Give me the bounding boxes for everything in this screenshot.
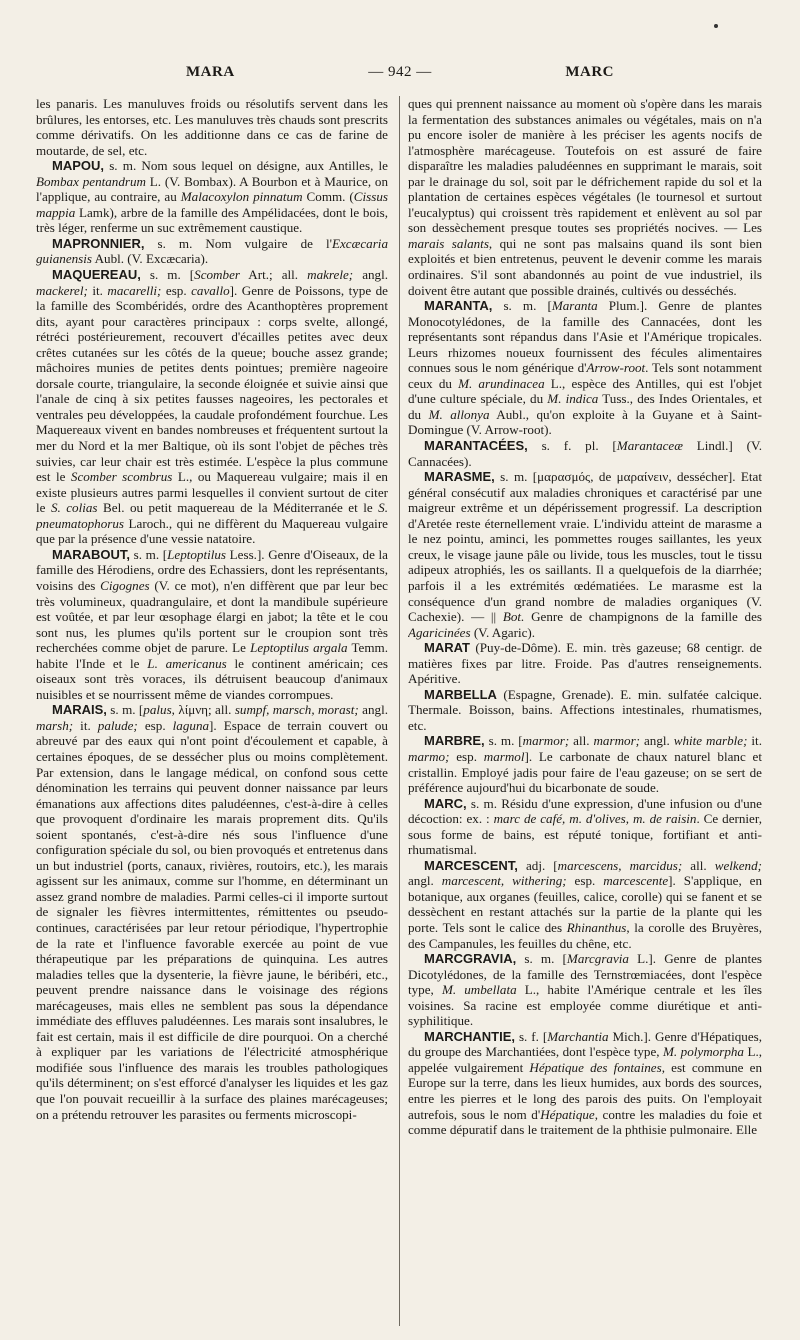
- entry-text: L., espèce des Antilles, qui est l'objet d'une culture spéciale, du: [408, 375, 762, 407]
- entry-text: all.: [569, 733, 594, 749]
- italic-term: Bombax pentandrum: [36, 173, 146, 189]
- italic-term: Marchantia: [547, 1028, 609, 1044]
- italic-term: S. pneumatophorus: [36, 500, 388, 531]
- dictionary-entry: [36, 158, 388, 236]
- entry-headword: MARC,: [424, 795, 467, 811]
- entry-text: ques qui prennent naissance au moment où s'opère dans les marais la fermentation des substances animales ou végétales, mais on n'a pu encore isoler de manière à les préciser les agents nocifs de l'atmosphère marécageuse. Toutefois on est assuré de faire disparaître les maladies paludéennes en supprimant le marais, soit par le drainage du sol, soit par le défrichement rapide du sol et la plantation de certaines espèces végétales (le tournesol et surtout l'eucalyptus) qui croissent très rapidement et enlèvent au sol par son dessèchement presque toutes ses propriétés nocives. — Les: [408, 96, 762, 236]
- entry-headword: MARAIS,: [52, 702, 107, 718]
- entry-text: s. m. Nom vulgaire de l': [144, 235, 332, 251]
- entry-text: s. m. [μαρασμός, de μαραίνειν, dessécher]. Etat général consécutif aux maladies chroniques et caractérisé par une maigreur extrême et un dépérissement progressif. La description d'Aretée reste éternellement vraie. L'individu atteint de marasme a le nez pointu, aminci, les pommettes rouges saillantes, les yeux creux, le visage jaune pâle ou livide, tous les muscles, tout le tissu adipeux atrophiés, les os saillants. Il a quelquefois de la diarrhée; parfois il a les extrémités œdématiées. Le marasme est la conséquence d'un grand nombre de maladies organiques (V. Cachexie). — ||: [408, 469, 762, 625]
- entry-text: s. m. [: [130, 546, 168, 562]
- entry-headword: MARASME,: [424, 469, 495, 485]
- italic-term: palude;: [97, 717, 138, 733]
- dictionary-entry: [408, 858, 762, 951]
- entry-headword: MARABOUT,: [52, 546, 130, 562]
- entry-text: s. m. [: [106, 702, 144, 718]
- entry-text: les panaris. Les manuluves froids ou résolutifs servent dans les brûlures, les entorses, etc. Les manuluves très chauds sont prescrits comme dérivatifs. On les additionne dans ce cas de farine de moutarde, de sel, etc.: [36, 96, 388, 158]
- italic-term: marcescente: [603, 873, 669, 889]
- entry-text: Genre de champignons de la famille des: [524, 609, 762, 625]
- dictionary-entry: [408, 951, 762, 1029]
- entry-text: (V. ce mot), n'en diffèrent que par leur bec très volumineux, quadrangulaire, et dont la mandibule supérieure est voûtée, et par leur œsophage élargi en jabot; la tête et le cou sont nus, les plumes qu'ils portent sur le croupion sont très recherchées comme objet de parure. Le: [36, 577, 388, 656]
- italic-term: Leptoptilus: [167, 546, 227, 562]
- entry-headword: MARAT: [424, 640, 470, 656]
- italic-term: Leptoptilus argala: [250, 640, 348, 656]
- entry-headword: MARBELLA: [424, 686, 497, 702]
- entry-text: L.]. Genre de plantes Dicotylédones, de la famille des Ternstrœmiacées, dont l'espèce type,: [408, 951, 762, 998]
- entry-text: le continent américain; ces oiseaux sont très voraces, ils détruisent beaucoup d'animaux nuisibles et se nourrissent même de viandes corrompues.: [36, 655, 388, 702]
- dictionary-entry: [36, 267, 388, 547]
- italic-term: marmol: [483, 748, 525, 764]
- entry-text: ]. S'applique, en botanique, aux organes (feuilles, calice, corolle) qui se fanent et se dessèchent en restant attachés sur la partie de la plante qui les porte. Tels sont le calice des: [408, 873, 762, 935]
- italic-term: marmor;: [593, 733, 641, 749]
- dictionary-entry: [36, 547, 388, 702]
- italic-term: welkend;: [714, 857, 762, 873]
- entry-text: ]. Genre de Poissons, type de la famille des Scombéridés, ordre des Acanthoptères proprement dits, ayant pour caractères principaux : corps svelte, allongé, rétréci postérieurement, recouvert d'écailles petites avec deux crêtes cutanées sur les côtés de la queue; bouche assez grande; mâchoires munies de petites dents pointues; première nageoire dorsale courte, triangulaire, la seconde éloignée et suivie ainsi que l'anale de cinq à six petites fausses nageoires, les pectorales et ventrales peu développées, la caudale profondément fourchue. Les Maquereaux vivent en bandes nombreuses et fréquentent surtout la mer du Nord et la mer Baltique, où ils sont l'objet de pêches très suivies, car leur chair est très estimée. L'espèce la plus commune est le: [36, 282, 388, 485]
- italic-term: Excæcaria guianensis: [36, 235, 388, 267]
- italic-term: Scomber scombrus: [70, 469, 173, 485]
- italic-term: M. umbellata: [441, 982, 517, 998]
- entry-text: esp.: [161, 282, 192, 298]
- dictionary-entry: [408, 733, 762, 795]
- column-divider: [399, 96, 400, 1326]
- entry-headword: MAPRONNIER,: [52, 235, 145, 251]
- italic-term: macarelli;: [107, 282, 162, 298]
- entry-text: Tuss., des Indes Orientales, et du: [408, 391, 762, 422]
- dictionary-entry: [408, 298, 762, 438]
- continued-paragraph: [408, 96, 762, 298]
- italic-term: cavallo: [191, 282, 230, 298]
- italic-term: laguna: [172, 717, 210, 733]
- entry-text: s. f. [: [515, 1028, 548, 1044]
- entry-headword: MARBRE,: [424, 733, 485, 749]
- entry-text: (Espagne, Grenade). E. min. sulfatée calcique. Thermale. Boisson, bains. Affections intestinales, rhumatismes, etc.: [408, 686, 762, 733]
- entry-text: Laroch., qui ne diffèrent du Maquereau vulgaire que par la présence d'une vessie natatoire.: [36, 515, 388, 547]
- italic-term: Cigognes: [100, 577, 150, 593]
- entry-text: s. m. Résidu d'une expression, d'une infusion ou d'une décoction: ex. :: [408, 795, 762, 827]
- entry-text: esp.: [566, 873, 604, 889]
- italic-term: Agaricinées: [408, 624, 471, 640]
- entry-text: adj. [: [517, 857, 558, 873]
- italic-term: M. indica: [547, 391, 599, 407]
- entry-text: Comm. (: [302, 189, 354, 205]
- italic-term: M. arundinacea: [458, 375, 545, 391]
- entry-text: all.: [682, 857, 715, 873]
- entry-text: angl.: [408, 873, 442, 889]
- entry-text: , qui ne sont pas malsains quand ils sont bien exploités et bien entretenus, peuvent le devenir comme les marais ordinaires. S'il sont abandonnés au point de vue industriel, ils doivent être autant que possible drainés, cultivés ou desséchés.: [408, 235, 762, 298]
- entry-text: s. m. [: [492, 298, 552, 314]
- entry-text: s. m. [: [516, 951, 567, 967]
- italic-term: Maranta: [551, 298, 598, 314]
- italic-term: Rhinanthus: [566, 919, 627, 935]
- italic-term: Hépatique: [540, 1106, 595, 1122]
- entry-text: s. m. [: [484, 733, 523, 749]
- italic-term: Bot.: [502, 609, 525, 625]
- dictionary-entry: [408, 687, 762, 734]
- dictionary-entry: [36, 236, 388, 267]
- italic-term: Cissus mappia: [36, 189, 388, 220]
- italic-term: marmo;: [408, 748, 450, 764]
- italic-term: palus: [143, 702, 172, 718]
- italic-term: Marantaceæ: [616, 438, 683, 454]
- dictionary-entry: [408, 1029, 762, 1138]
- italic-term: sumpf, marsch, morast;: [234, 702, 359, 718]
- italic-term: M. allonya: [428, 406, 490, 422]
- ink-speck: [714, 24, 718, 28]
- entry-text: angl.: [640, 733, 674, 749]
- entry-text: Temm. habite l'Inde et le: [36, 640, 388, 671]
- dictionary-entry: [408, 796, 762, 858]
- italic-term: Marcgravia: [566, 951, 629, 967]
- entry-headword: MARCHANTIE,: [424, 1028, 515, 1044]
- entry-text: it.: [747, 733, 762, 749]
- entry-text: angl.: [353, 267, 388, 283]
- italic-term: marsh;: [36, 717, 74, 733]
- italic-term: Hépatique des fontaines: [529, 1059, 662, 1075]
- entry-text: , λίμνη; all.: [171, 702, 235, 718]
- entry-text: , contre les maladies du foie et comme dépuratif dans le traitement de la phthisie pulmonaire. Elle: [408, 1106, 762, 1138]
- italic-term: Scomber: [194, 267, 240, 283]
- entry-text: . Tels sont notamment ceux du: [408, 360, 762, 391]
- entry-headword: MAPOU,: [52, 158, 104, 174]
- entry-text: it.: [87, 282, 108, 298]
- entry-text: L., ou Maquereau vulgaire; mais il en existe plusieurs autres parmi lesquelles il convient surtout de citer le: [36, 469, 388, 516]
- italic-term: marcescent, withering;: [441, 873, 567, 889]
- italic-term: makrele;: [307, 267, 354, 283]
- entry-text: L., appelée vulgairement: [408, 1044, 762, 1075]
- entry-text: s. f. pl. [: [527, 438, 617, 454]
- running-header: [36, 64, 764, 86]
- entry-text: s. m. Nom sous lequel on désigne, aux Antilles, le: [104, 158, 388, 174]
- entry-text: esp.: [137, 717, 173, 733]
- entry-text: (Puy-de-Dôme). E. min. très gazeuse; 68 centigr. de matières fixes par litre. Froide. Pas d'autres renseignements. Apéritive.: [408, 640, 762, 687]
- entry-text: ]. Espace de terrain couvert ou abreuvé par des eaux qui n'ont point d'écoulement et capable, à certaines époques, de se dessécher plus ou moins complètement. Par extension, dans le langage médical, on confond sous cette dénomination les terrains qui peuvent donner naissance par leurs émanations aux affections dites paludéennes, c'est-à-dire à celles que provoquent d'ordinaire les marais proprement dits. Qu'ils soient spontanés, c'est-à-dire nés sous l'influence d'une configuration spéciale du sol, ou bien provoqués et entretenus dans un but industriel (ports, canaux, rivières, routoirs, etc.), les marais agissent sur les animaux, comme sur l'homme, en déterminant un assez grand nombre de maladies. Parmi celles-ci il importe surtout de signaler les fièvres intermittentes, rémittentes ou pseudo-continues, caractérisées par leur retour périodique, l'hypertrophie de la rate et l'influence favorable exercée au point de vue thérapeutique par les préparations de quinquina. Les autres maladies telles que la dysenterie, la fièvre jaune, le béribéri, etc., peuvent prendre naissance dans le voisinage des régions marécageuses, mais elles ne semblent pas sous la dépendance immédiate des effluves paludéennes. Les marais sont insalubres, le fait est certain, mais il est difficile de dire pourquoi. On a cherché à expliquer par les variations de l'électricité atmosphérique modifiée sous l'influence des marais les troubles pathologiques qu'ils déterminent; on s'est efforcé d'analyser les liquides et les gaz que l'on pouvait recueillir à la surface des plaines marécageuses; on a prétendu retrouver les parasites ou ferments microscopi-: [36, 717, 388, 1122]
- entry-text: angl.: [358, 702, 388, 718]
- italic-term: marais salants: [408, 235, 489, 251]
- header-right-guide-word: MARC: [565, 64, 614, 80]
- entry-text: s. m. [: [140, 267, 195, 283]
- dictionary-entry: [408, 640, 762, 687]
- entry-text: Lamk), arbre de la famille des Ampélidacées, dont le bois, très léger, renferme un suc extrêmement caustique.: [36, 204, 388, 236]
- entry-text: Mich.]. Genre d'Hépatiques, du groupe des Marchantiées, dont l'espèce type,: [408, 1028, 762, 1060]
- entry-text: ]. Le carbonate de chaux naturel blanc et cristallin. Employé jadis pour faire de l'eau gazeuse; on se sert de préférence aujourd'hui du bicarbonate de soude.: [408, 748, 762, 796]
- entry-text: esp.: [449, 748, 484, 764]
- italic-term: marc de café, m. d'olives, m. de raisin: [493, 811, 697, 827]
- entry-headword: MARCESCENT,: [424, 857, 518, 873]
- entry-text: , est commune en Europe sur la terre, dans les lieux humides, aux bords des sources, entre les pierres et le long des parois des puits. On l'employait autrefois, sous le nom d': [408, 1059, 762, 1122]
- italic-term: Arrow-root: [586, 360, 646, 376]
- dictionary-entry: [36, 702, 388, 1122]
- entry-text: Aubl., qu'on exploite à la Guyane et à Saint-Domingue (V. Arrow-root).: [408, 406, 762, 438]
- continued-paragraph: [36, 96, 388, 158]
- italic-term: S. colias: [50, 500, 98, 516]
- entry-text: Aubl. (V. Excæcaria).: [92, 251, 209, 267]
- italic-term: mackerel;: [36, 282, 88, 298]
- entry-headword: MARANTACÉES,: [424, 438, 528, 454]
- entry-text: L. (V. Bombax). A Bourbon et à Maurice, on l'applique, au contraire, au: [36, 173, 388, 205]
- entry-text: Less.]. Genre d'Oiseaux, de la famille des Hérodiens, ordre des Echassiers, dont les représentants, voisins des: [36, 546, 388, 593]
- italic-term: marmor;: [522, 733, 570, 749]
- italic-term: Malacoxylon pinnatum: [180, 189, 303, 205]
- italic-term: white marble;: [673, 733, 748, 749]
- page-number: — 942 —: [368, 64, 432, 80]
- entry-text: Bel. ou petit maquereau de la Méditerranée et le: [97, 500, 379, 516]
- entry-text: . Ce dernier, sous forme de bains, est réputé tonique, fortifiant et anti-rhumatismal.: [408, 811, 762, 858]
- entry-text: it.: [73, 717, 98, 733]
- entry-text: , la corolle des Bruyères, des Campanules, les feuilles du chêne, etc.: [408, 919, 762, 951]
- right-column: [408, 96, 762, 1326]
- entry-headword: MARANTA,: [424, 298, 493, 314]
- italic-term: M. polymorpha: [663, 1044, 744, 1060]
- dictionary-entry: [408, 438, 762, 469]
- italic-term: marcescens, marcidus;: [557, 857, 683, 873]
- dictionary-entry: [408, 469, 762, 640]
- entry-text: (V. Agaric).: [470, 624, 536, 640]
- entry-text: Plum.]. Genre de plantes Monocotylédones, de la famille des Cannacées, dont les représentants sont répandus dans l'Asie et l'Amérique tropicales. Leurs rhizomes noueux fournissent des fécules alimentaires connues sous le nom générique d': [408, 298, 762, 376]
- entry-headword: MAQUEREAU,: [52, 267, 141, 283]
- entry-text: Lindl.] (V. Cannacées).: [408, 438, 762, 469]
- italic-term: L. americanus: [147, 655, 227, 671]
- entry-text: L., habite l'Amérique centrale et les îles voisines. Sa racine est employée comme diurétique et anti-syphilitique.: [408, 982, 762, 1029]
- entry-text: Art.; all.: [239, 267, 308, 283]
- left-column: [36, 96, 388, 1326]
- entry-headword: MARCGRAVIA,: [424, 951, 517, 967]
- header-left-guide-word: MARA: [186, 64, 235, 80]
